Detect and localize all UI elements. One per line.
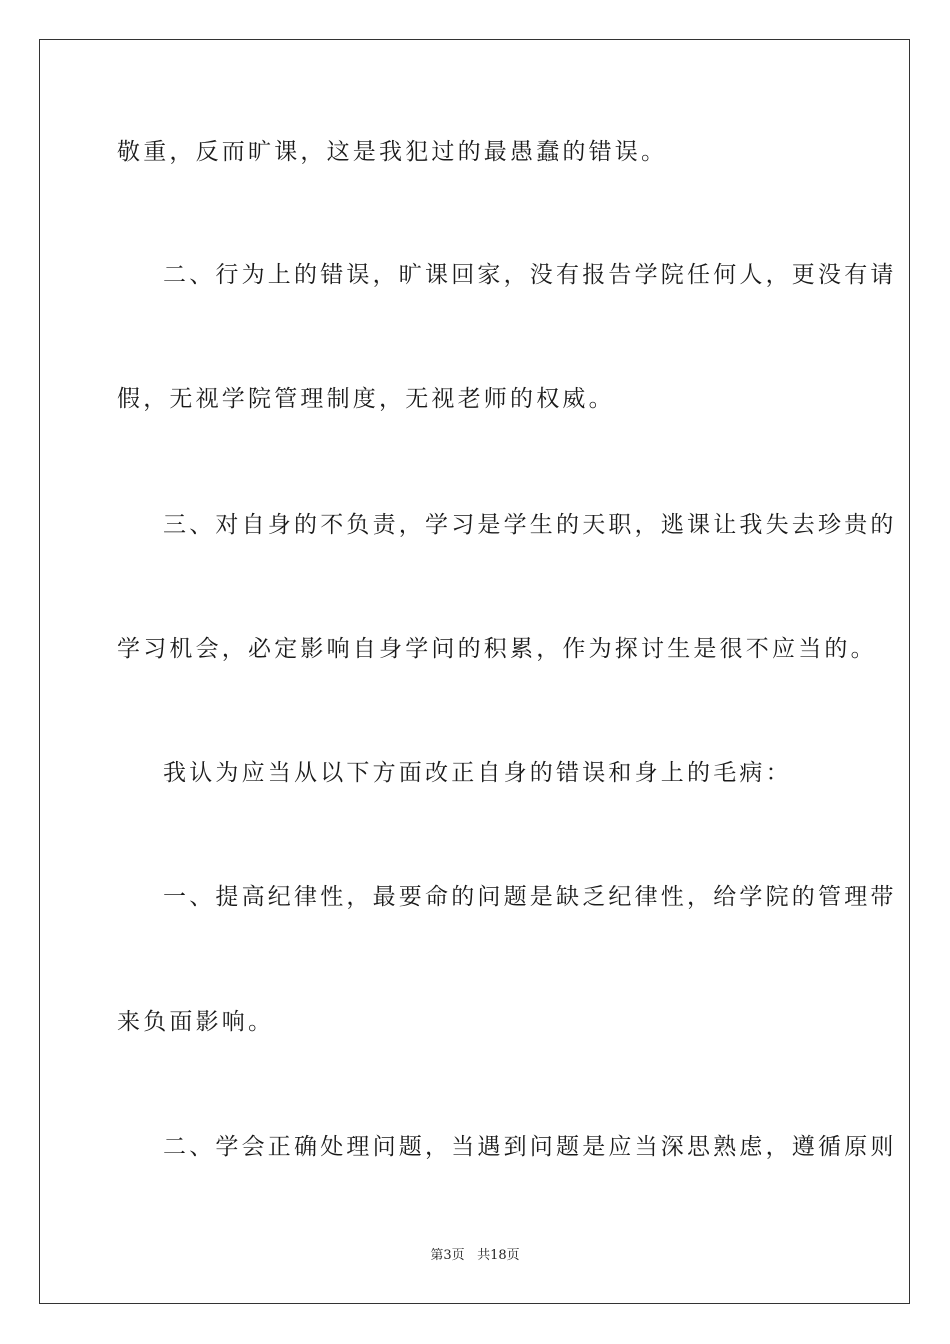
page-border — [39, 39, 910, 1304]
text-line-2: 二、行为上的错误，旷课回家，没有报告学院任何人，更没有请 — [163, 262, 897, 288]
text-line-5: 学习机会，必定影响自身学问的积累，作为探讨生是很不应当的。 — [117, 636, 877, 662]
text-line-4: 三、对自身的不负责，学习是学生的天职，逃课让我失去珍贵的 — [163, 512, 897, 538]
text-line-8: 来负面影响。 — [117, 1009, 275, 1035]
text-line-6: 我认为应当从以下方面改正自身的错误和身上的毛病： — [163, 760, 792, 786]
page-total: 共18页 — [477, 1248, 520, 1263]
text-line-7: 一、提高纪律性，最要命的问题是缺乏纪律性，给学院的管理带 — [163, 884, 897, 910]
page-number: 第3页 — [430, 1248, 465, 1263]
text-line-9: 二、学会正确处理问题，当遇到问题是应当深思熟虑，遵循原则 — [163, 1134, 897, 1160]
page-footer — [0, 1248, 950, 1264]
text-line-1: 敬重，反而旷课，这是我犯过的最愚蠢的错误。 — [117, 139, 668, 165]
text-line-3: 假，无视学院管理制度，无视老师的权威。 — [117, 386, 615, 412]
